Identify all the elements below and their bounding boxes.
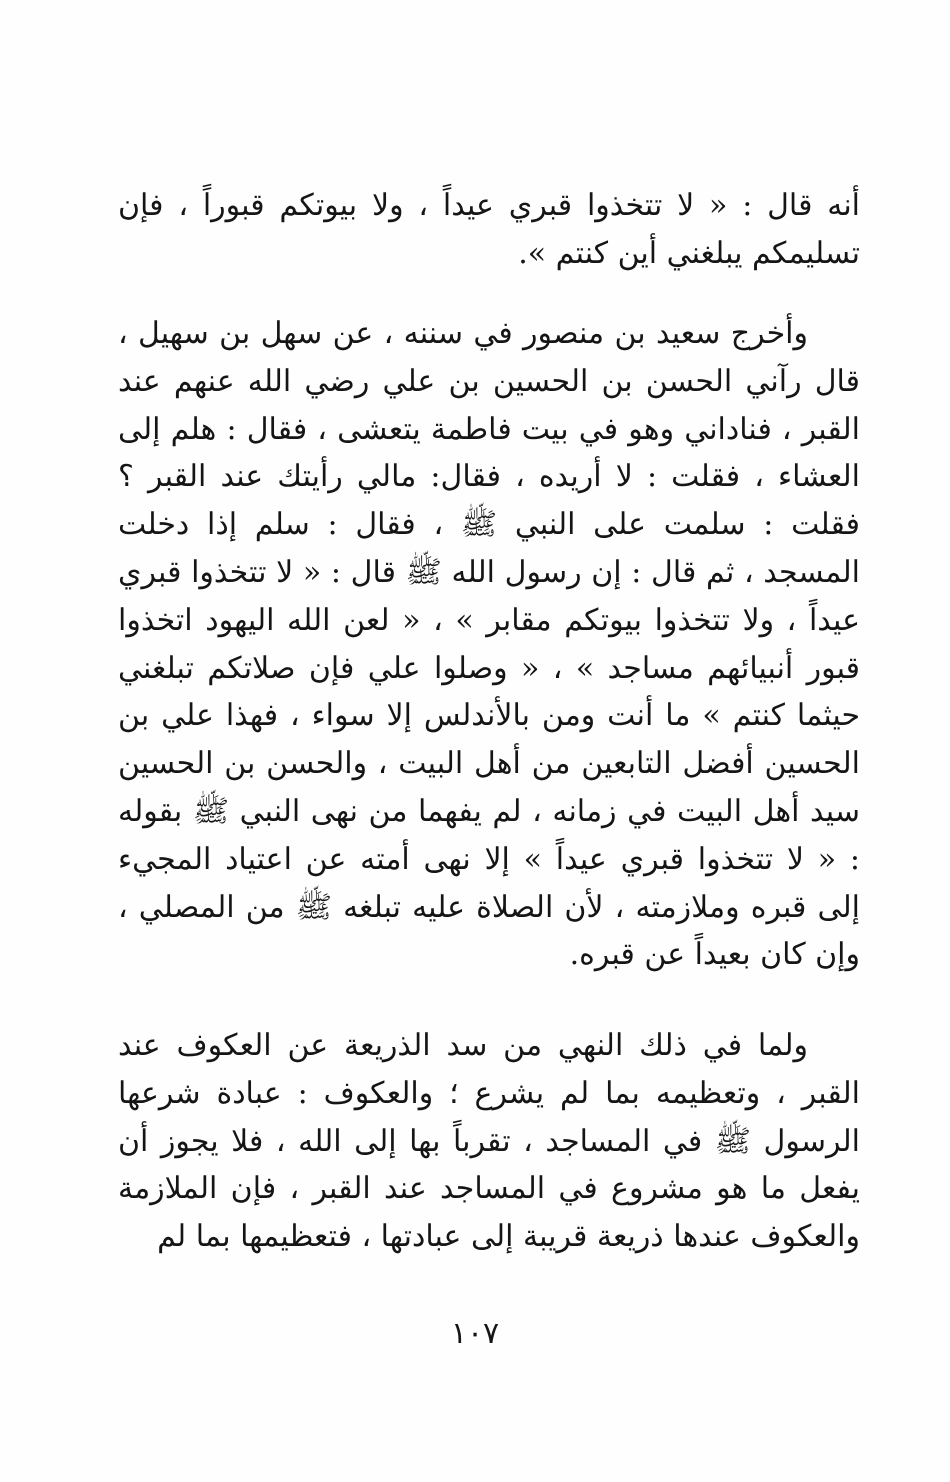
paragraph-continuation: أنه قال : « لا تتخذوا قبري عيداً ، ولا بيوتكم قبوراً ، فإن تسليمكم يبلغني أين كنتم ».	[118, 188, 860, 271]
paragraph-grave-prohibition: ولما في ذلك النهي من سد الذريعة عن العكوف عند القبر ، وتعظيمه بما لم يشرع ؛ والعكوف : عبادة شرعها الرسول ﷺ في المساجد ، تقرباً بها إلى الله ، فلا يجوز أن يفعل ما هو مشروع في المساجد عند القبر ، فإن الملازمة والعكوف عندها ذريعة قريبة إلى عبادتها ، فتعظيمها بما لم	[118, 1028, 860, 1255]
paragraph-hadith-narration: وأخرج سعيد بن منصور في سننه ، عن سهل بن سهيل ، قال رآني الحسن بن الحسين بن علي رضي الله عنهم عند القبر ، فناداني وهو في بيت فاطمة يتعشى ، فقال : هلم إلى العشاء ، فقلت : لا أريده ، فقال: مالي رأيتك عند القبر ؟ فقلت : سلمت على النبي ﷺ ، فقال : سلم إذا دخلت المسجد ، ثم قال : إن رسول الله ﷺ قال : « لا تتخذوا قبري عيداً ، ولا تتخذوا بيوتكم مقابر » ، « لعن الله اليهود اتخذوا قبور أنبيائهم مساجد » ، « وصلوا علي فإن صلاتكم تبلغني حيثما كنتم » ما أنت ومن بالأندلس إلا سواء ، فهذا علي بن الحسين أفضل التابعين من أهل البيت ، والحسن بن الحسين سيد أهل البيت في زمانه ، لم يفهما من نهى النبي ﷺ بقوله : « لا تتخذوا قبري عيداً » إلا نهى أمته عن اعتياد المجيء إلى قبره وملازمته ، لأن الصلاة عليه تبلغه ﷺ من المصلي ، وإن كان بعيداً عن قبره.	[118, 316, 860, 973]
page-number: ١٠٧	[450, 1316, 500, 1351]
